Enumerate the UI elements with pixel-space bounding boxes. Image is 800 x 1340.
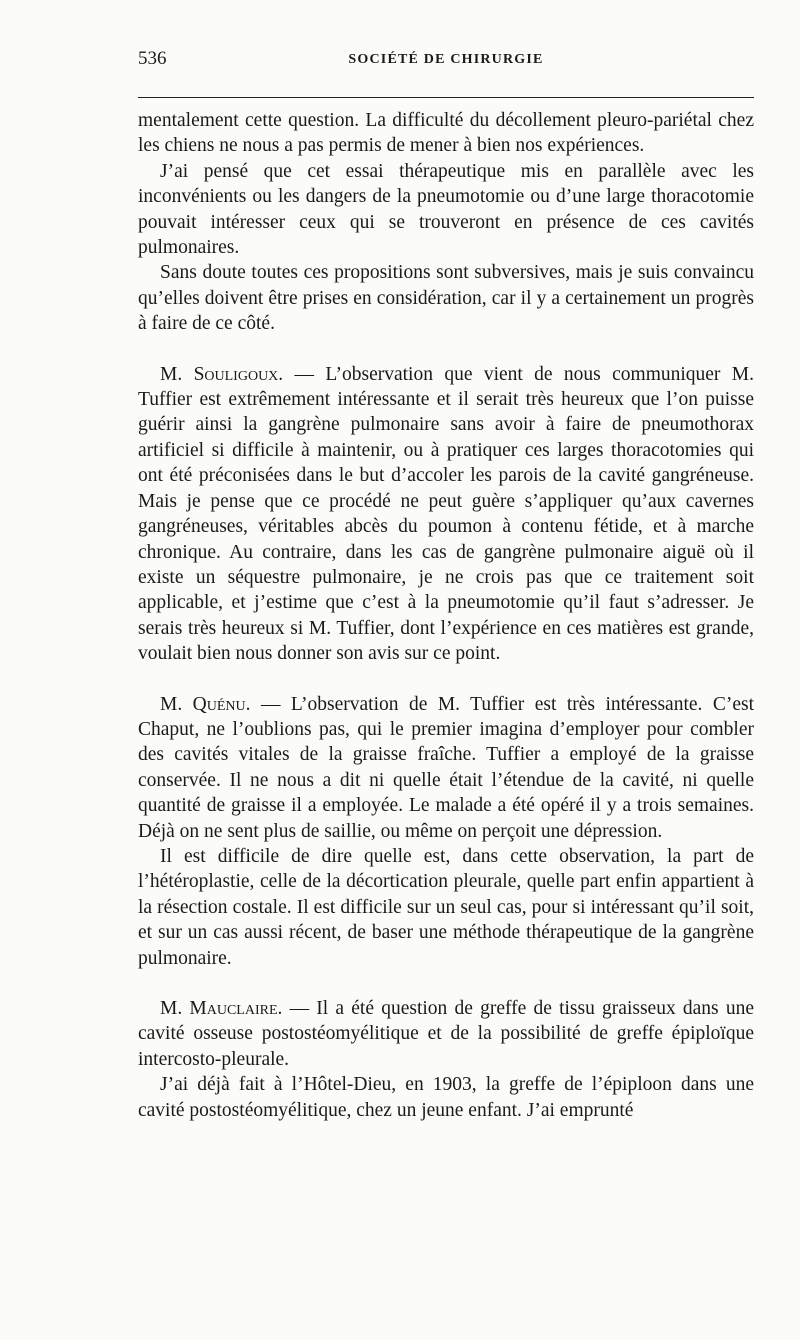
page-number: 536	[138, 48, 167, 69]
paragraph-text: — L’observation de M. Tuffier est très intéressante. C’est Chaput, ne l’oublions pas, qui le premier imagina d’employer pour combler des cavités vitales de la graisse fraîche. Tuffier a employé de la graisse conservée. Il ne nous a dit ni quelle était l’étendue de la cavité, ni quelle quantité de graisse il a employée. Le malade a été opéré il y a trois semaines. Déjà on ne sent plus de saillie, ou même on perçoit une dépression.	[138, 693, 754, 842]
speaker-name: M. Souligoux.	[160, 363, 284, 385]
paragraph	[138, 1072, 754, 1123]
body-text	[138, 108, 754, 1123]
paragraph-text: J’ai déjà fait à l’Hôtel-Dieu, en 1903, la greffe de l’épiploon dans une cavité postostéomyélitique, chez un jeune enfant. J’ai emprunté	[138, 1074, 754, 1121]
speaker-name: M. Mauclaire.	[160, 998, 283, 1019]
paragraph-text: Il est difficile de dire quelle est, dans cette observation, la part de l’hétéroplastie, celle de la décortication pleurale, quelle part enfin appartient à la résection costale. Il est difficile sur un seul cas, pour si intéressant qu’il soit, et sur un cas aussi récent, de baser une méthode thérapeutique de la gangrène pulmonaire.	[138, 845, 754, 969]
paragraph	[138, 362, 754, 667]
header-rule	[138, 97, 754, 98]
paragraph	[138, 260, 754, 336]
running-title: SOCIÉTÉ DE CHIRURGIE	[348, 52, 544, 67]
paragraph-text: mentalement cette question. La difficulté du décollement pleuro-pariétal chez les chiens ne nous a pas permis de mener à bien nos expériences.	[138, 110, 754, 157]
paragraph	[138, 159, 754, 261]
paragraph-text: — Il a été question de greffe de tissu graisseux dans une cavité osseuse postostéomyélitique et de la possibilité de greffe épiploïque intercosto-pleurale.	[138, 998, 754, 1070]
paragraph-text: — L’observation que vient de nous communiquer M. Tuffier est extrêmement intéressante et il serait très heureux que l’on puisse guérir ainsi la gangrène pulmonaire sans avoir à faire de pneumothorax artificiel si difficile à maintenir, ou à pratiquer ces larges thoracotomies qui ont été préconisées dans le but d’accoler les parois de la cavité gangréneuse. Mais je pense que ce procédé ne peut guère s’appliquer qu’aux cavernes gangréneuses, véritables abcès du poumon à contenu fétide, et à marche chronique. Au contraire, dans les cas de gangrène pulmonaire aiguë où il existe un séquestre pulmonaire, je ne crois pas que ce traitement soit applicable, et j’estime que c’est à la pneumotomie qu’il faut s’adresser. Je serais très heureux si M. Tuffier, dont l’expérience en ces matières est grande, voulait bien nous donner son avis sur ce point.	[138, 363, 754, 665]
speaker-name: M. Quénu.	[160, 693, 251, 715]
paragraph	[138, 108, 754, 159]
paragraph	[138, 692, 754, 844]
paragraph-text: Sans doute toutes ces propositions sont subversives, mais je suis convaincu qu’elles doivent être prises en considération, car il y a certainement un progrès à faire de ce côté.	[138, 262, 754, 335]
paragraph-text: J’ai pensé que cet essai thérapeutique mis en parallèle avec les inconvénients ou les dangers de la pneumotomie ou d’une large thoracotomie pouvait intéresser ceux qui se trouveront en présence de ces cavités pulmonaires.	[138, 160, 754, 259]
paragraph	[138, 844, 754, 971]
paragraph	[138, 996, 754, 1072]
page-header	[138, 48, 754, 78]
